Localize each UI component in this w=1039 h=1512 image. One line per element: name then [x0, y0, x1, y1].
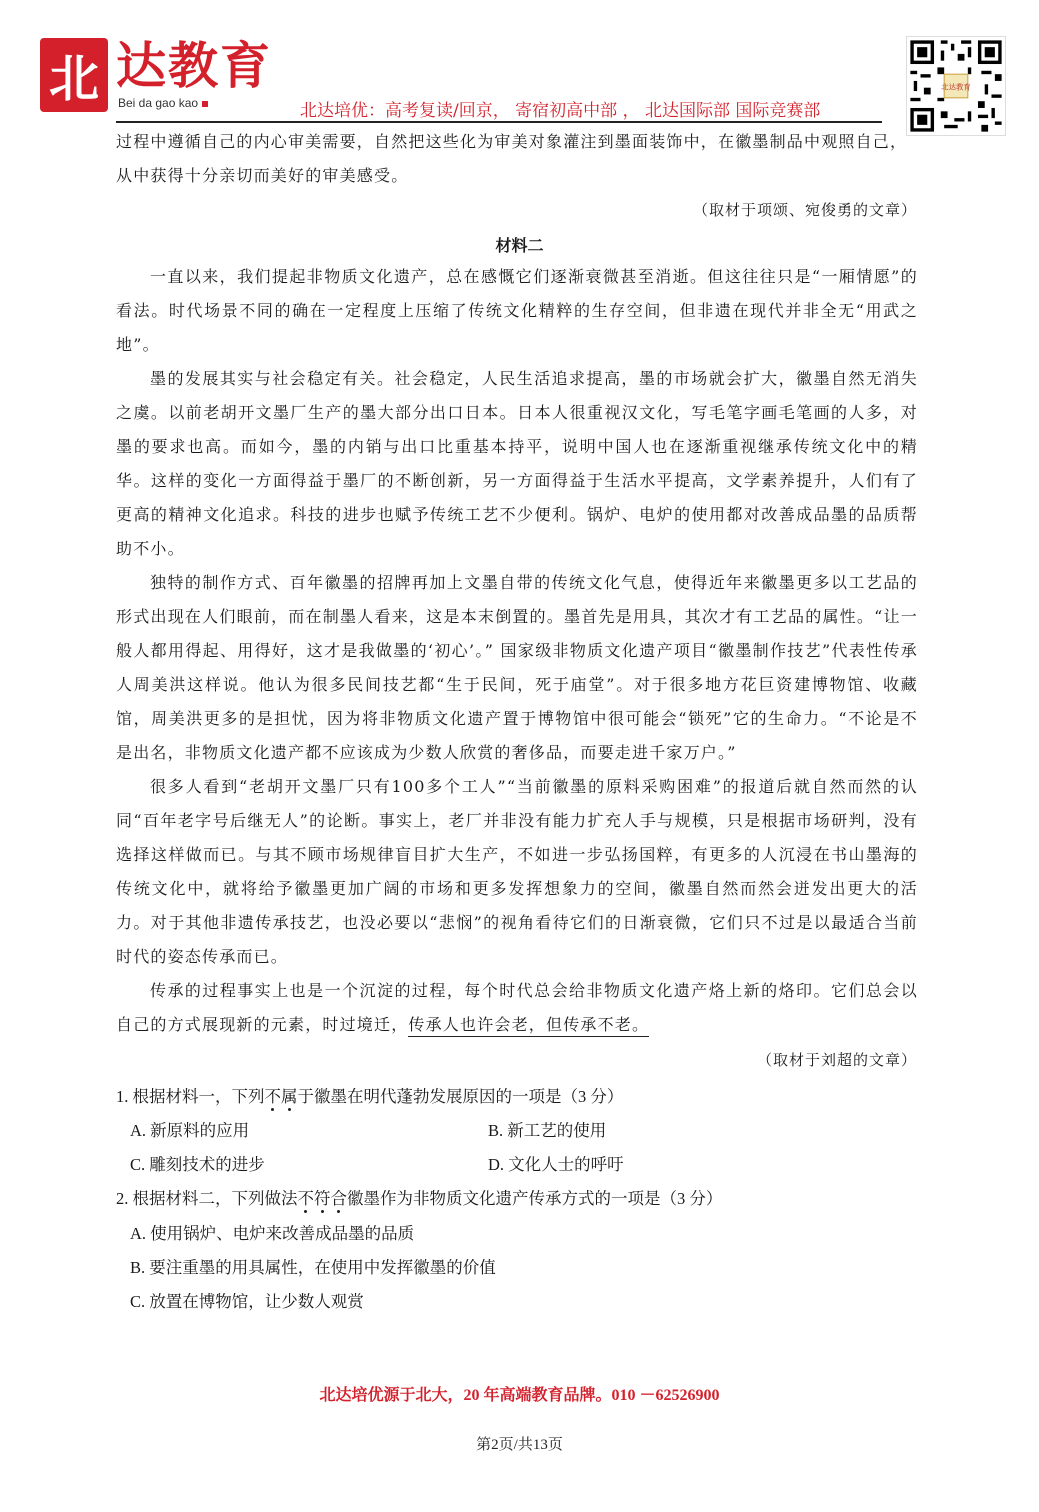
page-number: 第2页/共13页 [476, 1437, 563, 1453]
q2-option-c[interactable]: C. 放置在博物馆，让少数人观赏 [130, 1292, 364, 1311]
q1-option-d[interactable]: D. 文化人士的呼吁 [488, 1155, 624, 1174]
q1-option-b[interactable]: B. 新工艺的使用 [488, 1121, 607, 1140]
svg-text:北达教育: 北达教育 [941, 82, 971, 92]
material2-paragraph: 很多人看到“老胡开文墨厂只有100多个工人”“当前徽墨的原料采购困难”的报道后就自然而然的认同“百年老字号后继无人”的论断。事实上，老厂并非没有能力扩充人手与规模，只是根据市场研判，没有选择这样做而已。与其不顾市场规律盲目扩大生产，不如进一步弘扬国粹，有更多的人沉浸在书山墨海的传统文化中，就将给予徽墨更加广阔的市场和更多发挥想象力的空间，徽墨自然而然会迸发出更大的活力。对于其他非遗传承技艺，也没必要以“悲悯”的视角看待它们的日渐衰微，它们只不过是以最适合当前时代的姿态传承而已。 [116, 777, 918, 966]
footer-advert: 北达培优源于北大，20 年高端教育品牌。010 －62526900 [319, 1387, 720, 1404]
material1-source: （取材于项颂、宛俊勇的文章） [692, 201, 917, 219]
material2-paragraph: 一直以来，我们提起非物质文化遗产，总在感慨它们逐渐衰微甚至消逝。但这往往只是“一厢情愿”的看法。时代场景不同的确在一定程度上压缩了传统文化精粹的生存空间，但非遗在现代并非全无“用武之地”。 [116, 267, 918, 354]
material2-title: 材料二 [495, 236, 544, 255]
qr-code-icon [906, 36, 1006, 136]
q1-option-a[interactable]: A. 新原料的应用 [130, 1121, 250, 1140]
q2-option-a[interactable]: A. 使用锅炉、电炉来改善成品墨的品质 [130, 1224, 415, 1243]
q2-option-b[interactable]: B. 要注重墨的用具属性，在使用中发挥徽墨的价值 [130, 1258, 496, 1277]
material2-paragraph: 独特的制作方式、百年徽墨的招牌再加上文墨自带的传统文化气息，使得近年来徽墨更多以工艺品的形式出现在人们眼前，而在制墨人看来，这是本末倒置的。墨首先是用具，其次才有工艺品的属性。“让一般人都用得起、用得好，这才是我做墨的‘初心’。” 国家级非物质文化遗产项目“徽墨制作技艺”代表性传承人周美洪这样说。他认为很多民间技艺都“生于民间，死于庙堂”。对于很多地方花巨资建博物馆、收藏馆，周美洪更多的是担忧，因为将非物质文化遗产置于博物馆中很可能会“锁死”它的生命力。“不论是不是出名，非物质文化遗产都不应该成为少数人欣赏的奢侈品，而要走进千家万户。” [116, 573, 918, 762]
material1-text: 过程中遵循自己的内心审美需要，自然把这些化为审美对象灌注到墨面装饰中，在徽墨制品中观照自己， 从中获得十分亲切而美好的审美感受。 [116, 132, 908, 185]
question-1: 1. 根据材料一，下列不属于徽墨在明代蓬勃发展原因的一项是（3 分） [116, 1087, 624, 1106]
q1-option-c[interactable]: C. 雕刻技术的进步 [130, 1155, 265, 1174]
logo-text: 达教育 [116, 36, 272, 95]
header-divider [116, 121, 882, 123]
material2-paragraph: 传承的过程事实上也是一个沉淀的过程，每个时代总会给非物质文化遗产烙上新的烙印。它们总会以自己的方式展现新的元素，时过境迁，传承人也许会老，但传承不老。 [116, 974, 918, 1042]
logo-mark: 北 [40, 38, 108, 112]
underlined-sentence: 传承人也许会老，但传承不老。 [408, 1015, 649, 1037]
question-2: 2. 根据材料二，下列做法不符合徽墨作为非物质文化遗产传承方式的一项是（3 分） [116, 1189, 723, 1208]
material2-source: （取材于刘超的文章） [756, 1051, 917, 1069]
logo-subtitle: Bei da gao kao [118, 96, 208, 110]
material2-paragraph: 墨的发展其实与社会稳定有关。社会稳定，人民生活追求提高，墨的市场就会扩大，徽墨自然无消失之虞。以前老胡开文墨厂生产的墨大部分出口日本。日本人很重视汉文化，写毛笔字画毛笔画的人多，对墨的要求也高。而如今，墨的内销与出口比重基本持平，说明中国人也在逐渐重视继承传统文化中的精华。这样的变化一方面得益于墨厂的不断创新，另一方面得益于生活水平提高，文学素养提升，人们有了更高的精神文化追求。科技的进步也赋予传统工艺不少便利。锅炉、电炉的使用都对改善成品墨的品质帮助不小。 [116, 369, 918, 558]
header-slogan: 北达培优：高考复读/回京， 寄宿初高中部 ， 北达国际部 国际竞赛部 [300, 101, 821, 121]
